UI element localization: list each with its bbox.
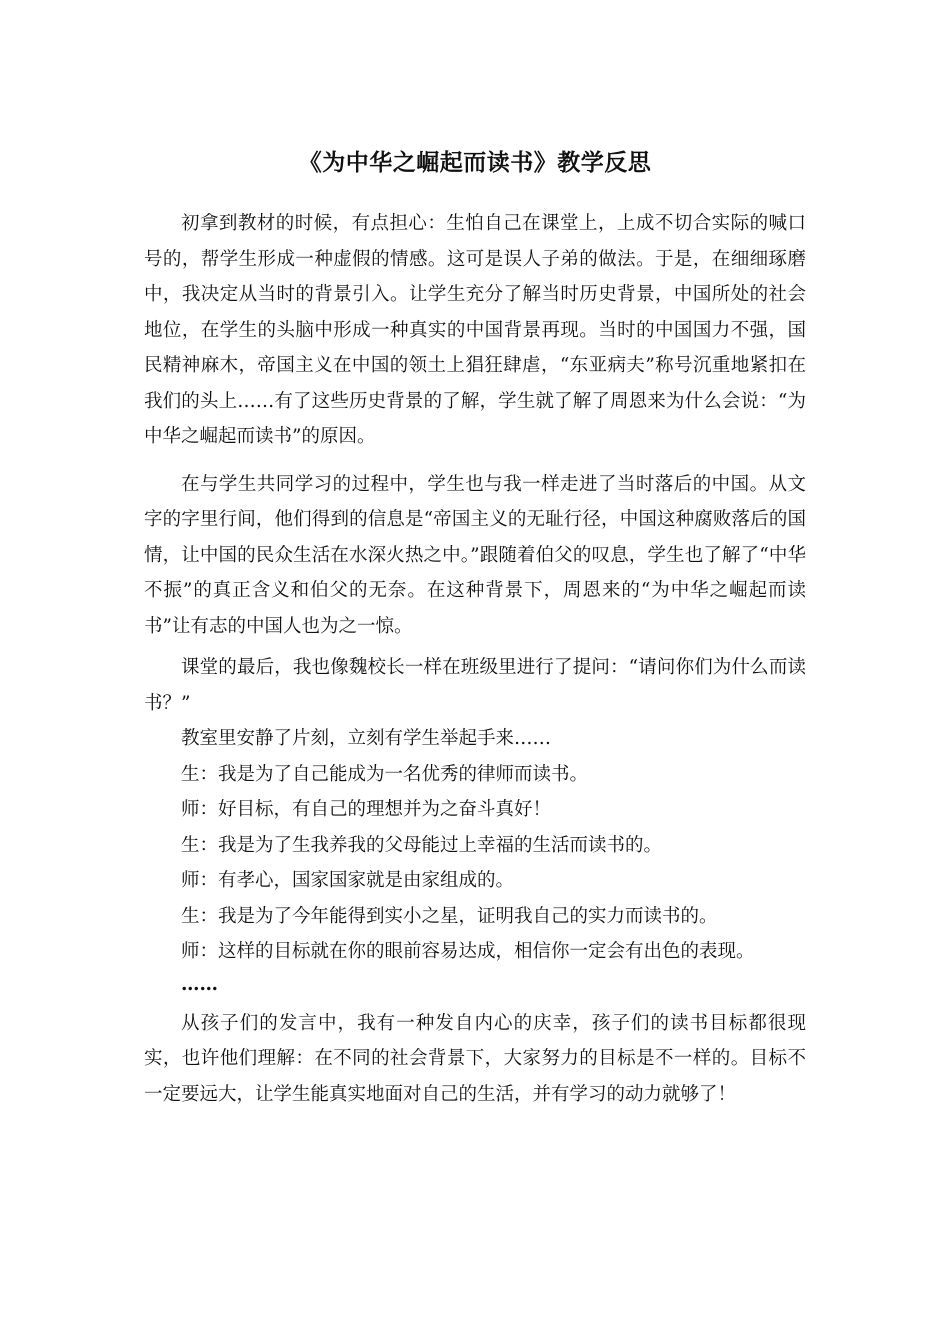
document-body [144,206,806,1112]
paragraph-question: 课堂的最后，我也像魏校长一样在班级里进行了提问：“请问你们为什么而读书？” [144,657,806,714]
paragraph-conclusion: 从孩子们的发言中，我有一种发自内心的庆幸，孩子们的读书目标都很现实，也许他们理解：在不同的社会背景下，大家努力的目标是不一样的。目标不一定要远大，让学生能真实地面对自己的生活，并有学习的动力就够了！ [144,1012,806,1105]
dialogue-line: 生：我是为了今年能得到实小之星，证明我自己的实力而读书的。 [181,905,718,927]
paragraph-classroom: 教室里安静了片刻，立刻有学生举起手来…… [181,728,552,749]
paragraph-learning: 在与学生共同学习的过程中，学生也与我一样走进了当时落后的中国。从文字的字里行间，他们得到的信息是“帝国主义的无耻行径，中国这种腐败落后的国情，让中国的民众生活在水深火热之中。”跟随着伯父的叹息，学生也了解了“中华不振”的真正含义和伯父的无奈。在这种背景下，周恩来的“为中华之崛起而读书”让有志的中国人也为之一惊。 [144,473,806,637]
dialogue-line: 师：这样的目标就在你的眼前容易达成，相信你一定会有出色的表现。 [181,941,755,962]
dialogue-line: 生：我是为了自己能成为一名优秀的律师而读书。 [181,763,589,785]
dialogue-line: 师：好目标，有自己的理想并为之奋斗真好！ [181,799,552,820]
dialogue-line: 师：有孝心，国家国家就是由家组成的。 [181,870,515,891]
dialogue-line: 生：我是为了生我养我的父母能过上幸福的生活而读书的。 [181,834,663,856]
document-title: 《为中华之崛起而读书》教学反思 [298,150,652,176]
ellipsis-line: …… [181,973,218,995]
paragraph-intro: 初拿到教材的时候，有点担心：生怕自己在课堂上，上成不切合实际的喊口号的，帮学生形成一种虚假的情感。这可是误人子弟的做法。于是，在细细琢磨中，我决定从当时的背景引入。让学生充分了解当时历史背景，中国所处的社会地位，在学生的头脑中形成一种真实的中国背景再现。当时的中国国力不强，国民精神麻木，帝国主义在中国的领土上猖狂肆虐，“东亚病夫”称号沉重地紧扣在我们的头上……有了这些历史背景的了解，学生就了解了周恩来为什么会说：“为中华之崛起而读书”的原因。 [144,213,806,447]
